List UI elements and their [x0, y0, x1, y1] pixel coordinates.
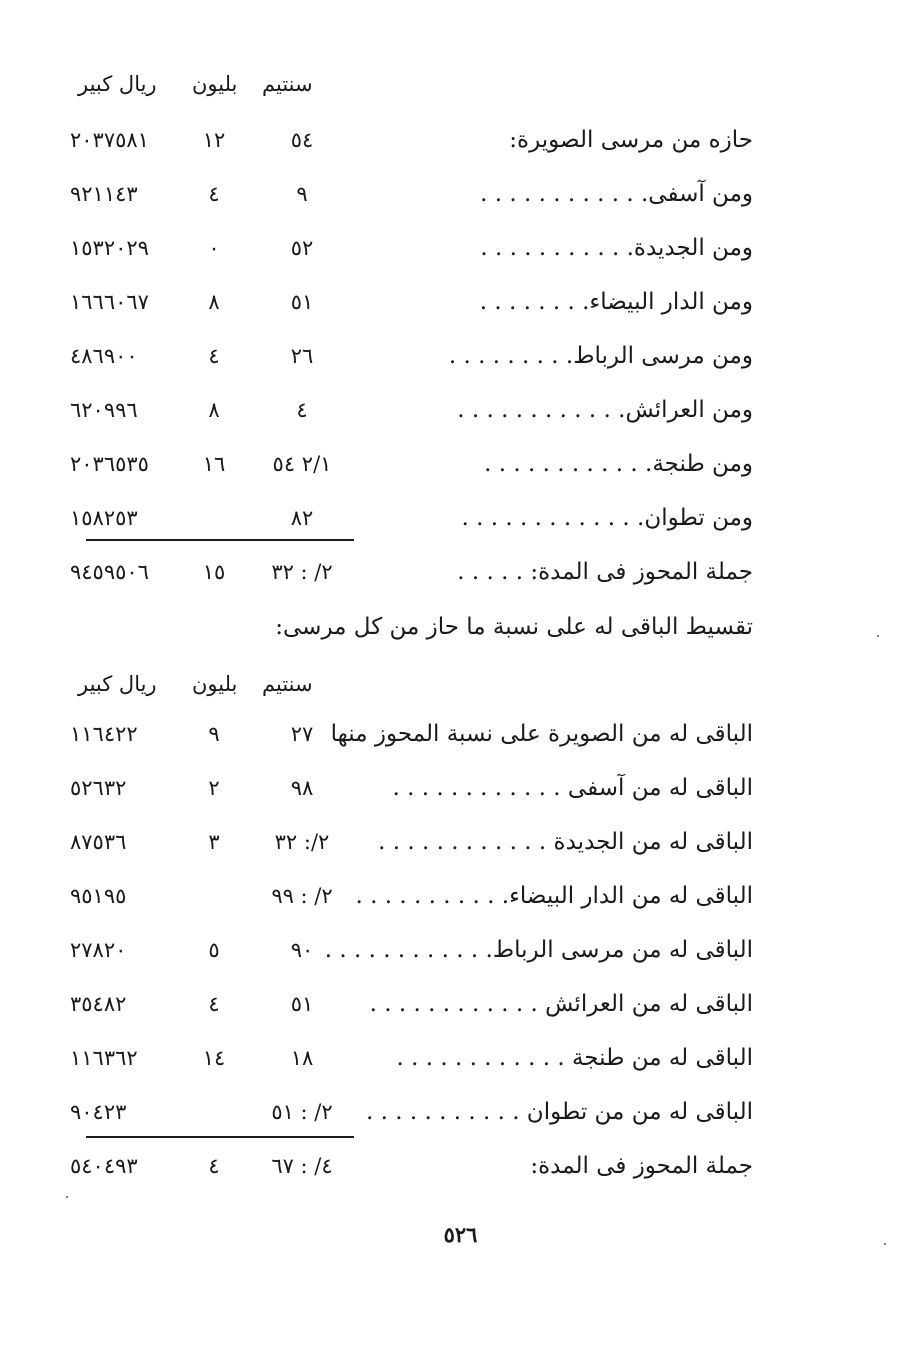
section-title: تقسيط الباقى له على نسبة ما حاز من كل مرسى: [275, 614, 753, 640]
santim-value: ٢/ : ٩٩ [271, 884, 333, 908]
riyal-value: ١٦٦٦٠٦٧ [70, 290, 149, 314]
row-label: ومن مرسى الرباط. . . . . . . . . [448, 343, 753, 369]
riyal-value: ٤٨٦٩٠٠ [70, 344, 138, 368]
table-row [0, 282, 921, 322]
row-label: الباقى له من العرائش . . . . . . . . . . . . [369, 991, 753, 1017]
row-label: الباقى له من الدار البيضاء. . . . . . . . . . . [355, 883, 753, 909]
row-label: الباقى له من آسفى . . . . . . . . . . . . [392, 775, 753, 801]
santim-value: ٤ [296, 398, 308, 422]
riyal-value: ٢٠٣٦٥٣٥ [70, 452, 149, 476]
scan-speck [877, 635, 879, 637]
riyal-value: ١١٦٣٦٢ [70, 1046, 138, 1070]
row-label: ومن الدار البيضاء. . . . . . . . [479, 289, 753, 315]
bilyun-value: ٤ [208, 344, 220, 368]
bilyun-value: ٠ [208, 236, 220, 260]
santim-value: ٢٦ [290, 344, 314, 368]
riyal-value: ٥٢٦٣٢ [70, 776, 127, 800]
row-label: ومن آسفى. . . . . . . . . . . . [480, 181, 753, 207]
scan-speck [66, 1196, 68, 1198]
row-label: ومن طنجة. . . . . . . . . . . . [484, 451, 753, 477]
bilyun-value: ١٢ [202, 128, 226, 152]
column-header-row [0, 64, 921, 104]
table-row [0, 930, 921, 970]
bilyun-value: ٣ [208, 830, 220, 854]
table-row [0, 984, 921, 1024]
total-bilyun: ٤ [208, 1154, 220, 1178]
total-riyal: ٩٤٥٩٥٠٦ [70, 560, 149, 584]
row-label: الباقى له من الجديدة . . . . . . . . . . . . [378, 829, 753, 855]
table-row [0, 174, 921, 214]
row-label: الباقى له من من تطوان . . . . . . . . . . . [365, 1099, 753, 1125]
total-riyal: ٥٤٠٤٩٣ [70, 1154, 138, 1178]
row-label: الباقى له من الصويرة على نسبة المحوز منها [330, 721, 753, 747]
riyal-value: ٢٧٨٢٠ [70, 938, 127, 962]
santim-value: ٥١ [290, 290, 314, 314]
riyal-value: ٩٥١٩٥ [70, 884, 127, 908]
total-santim: ٢/ : ٣٢ [271, 560, 333, 584]
bilyun-value: ١٤ [202, 1046, 226, 1070]
total-row [0, 1146, 921, 1186]
table-row [0, 1092, 921, 1132]
table-row [0, 1038, 921, 1078]
row-label: الباقى له من مرسى الرباط. . . . . . . . . . . . [324, 937, 753, 963]
table-row [0, 336, 921, 376]
bilyun-value: ٨ [208, 398, 220, 422]
bilyun-value: ٨ [208, 290, 220, 314]
santim-value: ٢/ : ٥١ [271, 1100, 333, 1124]
total-bilyun: ١٥ [202, 560, 226, 584]
total-row [0, 552, 921, 592]
table-row [0, 498, 921, 538]
sum-rule [86, 539, 354, 541]
santim-value: ٩ [296, 182, 308, 206]
table-row [0, 822, 921, 862]
table-row [0, 120, 921, 160]
riyal-value: ٣٥٤٨٢ [70, 992, 127, 1016]
riyal-value: ٢٠٣٧٥٨١ [70, 128, 149, 152]
column-header-row [0, 664, 921, 704]
santim-value: ٢/: ٣٢ [274, 830, 330, 854]
bilyun-value: ١٦ [202, 452, 226, 476]
riyal-value: ٩٢١١٤٣ [70, 182, 138, 206]
header-riyal: ريال كبير [78, 72, 157, 96]
riyal-value: ٨٧٥٣٦ [70, 830, 127, 854]
santim-value: ٥١ [290, 992, 314, 1016]
page-number: ٥٢٦ [443, 1222, 478, 1247]
header-riyal: ريال كبير [78, 672, 157, 696]
bilyun-value: ٢ [208, 776, 220, 800]
santim-value: ٥٤ [290, 128, 314, 152]
riyal-value: ٦٢٠٩٩٦ [70, 398, 138, 422]
bilyun-value: ٤ [208, 992, 220, 1016]
header-santim: سنتيم [262, 672, 313, 696]
total-label: جملة المحوز فى المدة: [530, 1153, 753, 1179]
row-label: ومن تطوان. . . . . . . . . . . . . [461, 505, 753, 531]
santim-value: ١٨ [290, 1046, 314, 1070]
row-label: الباقى له من طنجة . . . . . . . . . . . . [396, 1045, 753, 1071]
total-label: جملة المحوز فى المدة: . . . . . [457, 559, 753, 585]
row-label: ومن الجديدة. . . . . . . . . . . [480, 235, 753, 261]
riyal-value: ١٥٨٢٥٣ [70, 506, 138, 530]
table-row [0, 228, 921, 268]
row-label: ومن العرائش. . . . . . . . . . . . [457, 397, 753, 423]
row-label: حازه من مرسى الصويرة: [509, 127, 753, 153]
santim-value: ٢/١ ٥٤ [272, 452, 332, 476]
total-santim: ٤/ : ٦٧ [271, 1154, 333, 1178]
scan-speck [884, 1243, 886, 1245]
table-row [0, 390, 921, 430]
table-row [0, 768, 921, 808]
header-bilyun: بليون [192, 672, 238, 696]
header-bilyun: بليون [192, 72, 238, 96]
table-row [0, 714, 921, 754]
santim-value: ٩٨ [290, 776, 314, 800]
sum-rule [86, 1136, 354, 1138]
santim-value: ٢٧ [290, 722, 314, 746]
santim-value: ٨٢ [290, 506, 314, 530]
header-santim: سنتيم [262, 72, 313, 96]
riyal-value: ٩٠٤٢٣ [70, 1100, 127, 1124]
table-row [0, 876, 921, 916]
bilyun-value: ٥ [208, 938, 220, 962]
santim-value: ٩٠ [290, 938, 314, 962]
riyal-value: ١١٦٤٢٢ [70, 722, 138, 746]
riyal-value: ١٥٣٢٠٢٩ [70, 236, 149, 260]
bilyun-value: ٩ [208, 722, 220, 746]
santim-value: ٥٢ [290, 236, 314, 260]
bilyun-value: ٤ [208, 182, 220, 206]
table-row [0, 444, 921, 484]
